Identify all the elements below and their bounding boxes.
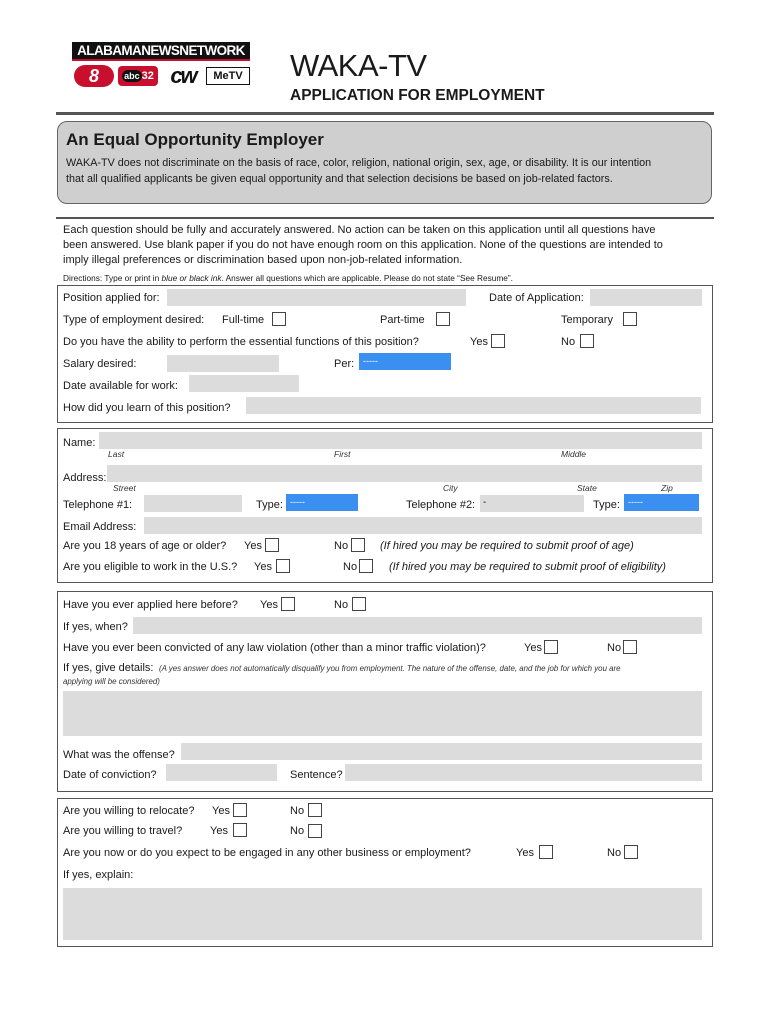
- engaged-yes-label: Yes: [516, 847, 534, 859]
- offense-input[interactable]: [181, 743, 702, 760]
- convicted-yes-checkbox[interactable]: [544, 640, 558, 654]
- age-no-label: No: [334, 540, 349, 552]
- telephone1-label: Telephone #1:: [63, 499, 133, 511]
- convicted-no-label: No: [607, 642, 622, 654]
- eligible-no-checkbox[interactable]: [359, 559, 373, 573]
- age-yes-checkbox[interactable]: [265, 538, 279, 552]
- email-label: Email Address:: [63, 521, 137, 533]
- first-sublabel: First: [334, 449, 351, 459]
- part-time-label: Part-time: [380, 314, 425, 326]
- relocate-question: Are you willing to relocate?: [63, 805, 195, 817]
- eoe-text-1: WAKA-TV does not discriminate on the basis of race, color, religion, national origin, sex, age, or disability. It is our intention: [66, 157, 652, 169]
- date-available-label: Date available for work:: [63, 380, 178, 392]
- position-label: Position applied for:: [63, 292, 160, 304]
- eligible-question: Are you eligible to work in the U.S.?: [63, 561, 238, 573]
- engaged-no-label: No: [607, 847, 622, 859]
- date-application-label: Date of Application:: [489, 292, 584, 304]
- last-sublabel: Last: [108, 449, 125, 459]
- explain-textarea[interactable]: [63, 888, 702, 940]
- applied-no-checkbox[interactable]: [352, 597, 366, 611]
- telephone1-input[interactable]: [144, 495, 242, 512]
- logo-ch8: 8: [74, 65, 114, 87]
- header-rule: [56, 112, 714, 115]
- essential-functions-label: Do you have the ability to perform the essential functions of this position?: [63, 336, 419, 348]
- sentence-input[interactable]: [345, 764, 702, 781]
- applied-no-label: No: [334, 599, 349, 611]
- offense-label: What was the offense?: [63, 749, 175, 761]
- email-input[interactable]: [144, 517, 702, 534]
- eoe-heading: An Equal Opportunity Employer: [66, 130, 324, 149]
- telephone2-label: Telephone #2:: [406, 499, 476, 511]
- details-note-2: applying will be considered): [63, 677, 160, 686]
- telephone2-input[interactable]: [480, 495, 584, 512]
- relocate-no-label: No: [290, 805, 305, 817]
- type1-select[interactable]: -----: [286, 494, 358, 511]
- age-note: (If hired you may be required to submit proof of age): [380, 540, 634, 552]
- applied-yes-checkbox[interactable]: [281, 597, 295, 611]
- how-learn-input[interactable]: [246, 397, 701, 414]
- intro-text-3: imply illegal preferences or discrimination based upon non-job-related information.: [63, 254, 463, 266]
- salary-input[interactable]: [167, 355, 279, 372]
- age-yes-label: Yes: [244, 540, 262, 552]
- name-input[interactable]: [99, 432, 702, 449]
- essential-yes-checkbox[interactable]: [491, 334, 505, 348]
- eoe-text-2: that all qualified applicants be given equal opportunity and that selection decisions be based on job-related factors.: [66, 173, 613, 185]
- date-available-input[interactable]: [189, 375, 299, 392]
- convicted-question: Have you ever been convicted of any law violation (other than a minor traffic violation)?: [63, 642, 486, 654]
- temporary-label: Temporary: [561, 314, 613, 326]
- street-sublabel: Street: [113, 483, 136, 493]
- name-label: Name:: [63, 437, 96, 449]
- sentence-label: Sentence?: [290, 769, 343, 781]
- date-conviction-label: Date of conviction?: [63, 769, 157, 781]
- address-input[interactable]: [107, 465, 702, 482]
- engaged-question: Are you now or do you expect to be engaged in any other business or employment?: [63, 847, 471, 859]
- convicted-yes-label: Yes: [524, 642, 542, 654]
- logo-metv: MeTV: [206, 67, 250, 85]
- explain-label: If yes, explain:: [63, 869, 134, 881]
- per-select[interactable]: -----: [359, 353, 451, 370]
- type2-label: Type:: [593, 499, 620, 511]
- middle-sublabel: Middle: [561, 449, 587, 459]
- age-no-checkbox[interactable]: [351, 538, 365, 552]
- logo-network-text: ALABAMANEWSNETWORK: [72, 42, 250, 61]
- logo-abc32: abc 32: [118, 66, 158, 86]
- if-when-input[interactable]: [133, 617, 702, 634]
- intro-text-2: been answered. Use blank paper if you do not have enough room on this application. None of the questions are intended to: [63, 239, 663, 251]
- station-title: WAKA-TV: [290, 48, 427, 83]
- station-logo: [72, 42, 252, 90]
- state-sublabel: State: [577, 483, 597, 493]
- engaged-yes-checkbox[interactable]: [539, 845, 553, 859]
- essential-no-label: No: [561, 336, 576, 348]
- directions: Directions: Type or print in blue or black ink. Answer all questions which are applicable. Please do not state “See Resume”.: [63, 273, 513, 283]
- type2-select[interactable]: -----: [624, 494, 699, 511]
- city-sublabel: City: [443, 483, 458, 493]
- travel-no-label: No: [290, 825, 305, 837]
- applied-before-question: Have you ever applied here before?: [63, 599, 238, 611]
- eligible-no-label: No: [343, 561, 358, 573]
- type1-label: Type:: [256, 499, 283, 511]
- logo-cw: cw: [170, 63, 196, 88]
- date-application-input[interactable]: [590, 289, 702, 306]
- applied-yes-label: Yes: [260, 599, 278, 611]
- zip-sublabel: Zip: [661, 483, 673, 493]
- eligible-note: (If hired you may be required to submit proof of eligibility): [389, 561, 666, 573]
- form-title: APPLICATION FOR EMPLOYMENT: [290, 87, 545, 104]
- engaged-no-checkbox[interactable]: [624, 845, 638, 859]
- travel-yes-checkbox[interactable]: [233, 823, 247, 837]
- full-time-checkbox[interactable]: [272, 312, 286, 326]
- travel-yes-label: Yes: [210, 825, 228, 837]
- salary-label: Salary desired:: [63, 358, 137, 370]
- relocate-yes-checkbox[interactable]: [233, 803, 247, 817]
- eoe-rule: [56, 217, 714, 219]
- position-input[interactable]: [167, 289, 466, 306]
- date-conviction-input[interactable]: [166, 764, 277, 781]
- per-label: Per:: [334, 358, 355, 370]
- part-time-checkbox[interactable]: [436, 312, 450, 326]
- travel-question: Are you willing to travel?: [63, 825, 183, 837]
- eligible-yes-checkbox[interactable]: [276, 559, 290, 573]
- how-learn-label: How did you learn of this position?: [63, 402, 231, 414]
- intro-text-1: Each question should be fully and accurately answered. No action can be taken on this application until all questions have: [63, 224, 656, 236]
- age-question: Are you 18 years of age or older?: [63, 540, 227, 552]
- relocate-no-checkbox[interactable]: [308, 803, 322, 817]
- details-textarea[interactable]: [63, 691, 702, 736]
- employment-type-label: Type of employment desired:: [63, 314, 205, 326]
- temporary-checkbox[interactable]: [623, 312, 637, 326]
- if-when-label: If yes, when?: [63, 621, 128, 633]
- details-note-1: (A yes answer does not automatically disqualify you from employment. The nature of the offense, date, and the job for which you are: [159, 664, 621, 673]
- telephone2-value: -: [483, 497, 487, 508]
- essential-yes-label: Yes: [470, 336, 488, 348]
- essential-no-checkbox[interactable]: [580, 334, 594, 348]
- address-label: Address:: [63, 472, 107, 484]
- travel-no-checkbox[interactable]: [308, 824, 322, 838]
- give-details-label: If yes, give details:: [63, 662, 154, 674]
- convicted-no-checkbox[interactable]: [623, 640, 637, 654]
- relocate-yes-label: Yes: [212, 805, 230, 817]
- eligible-yes-label: Yes: [254, 561, 272, 573]
- full-time-label: Full-time: [222, 314, 265, 326]
